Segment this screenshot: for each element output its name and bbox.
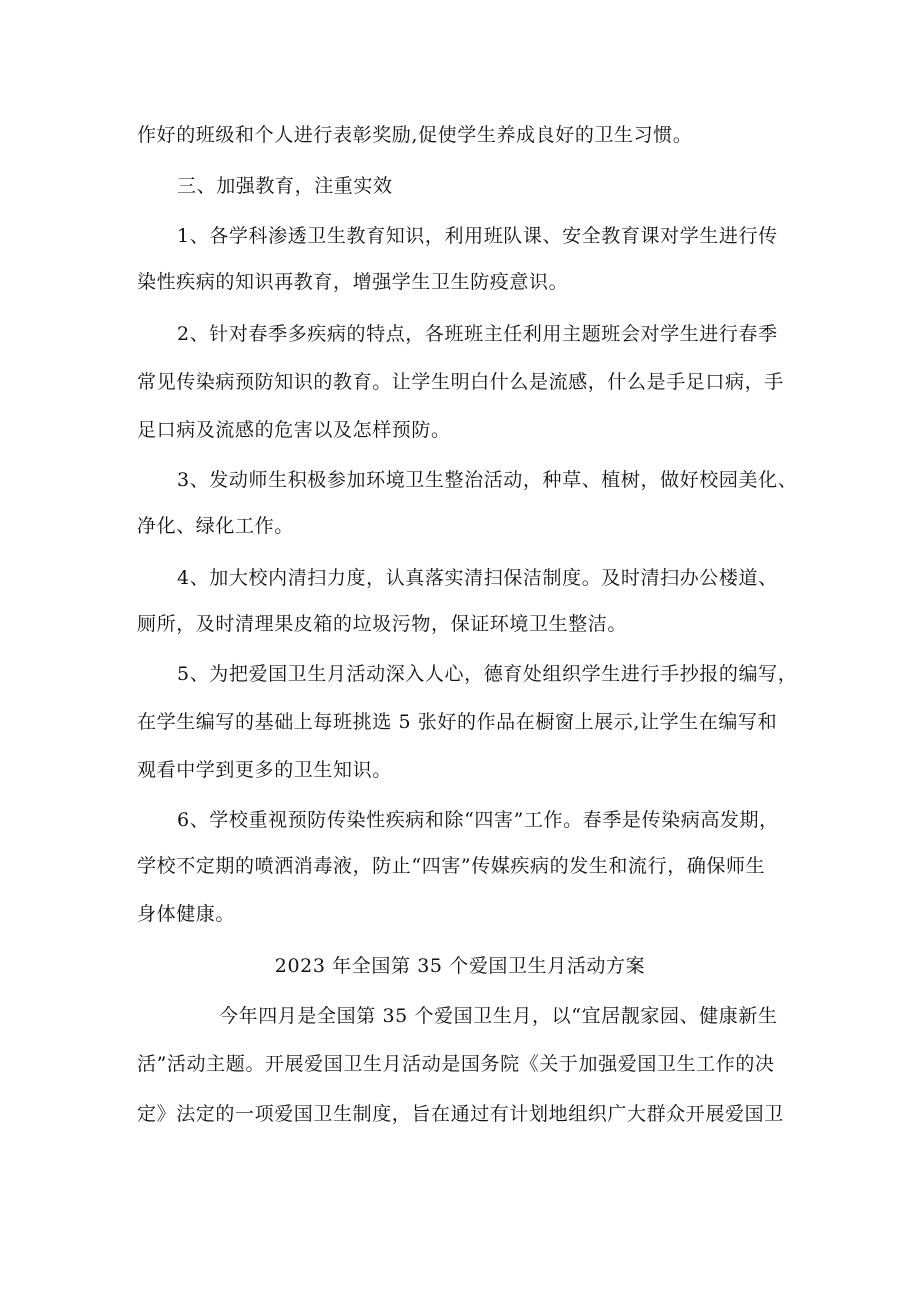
intro-paragraph-line: 活”活动主题。开展爱国卫生月活动是国务院《关于加强爱国卫生工作的决: [137, 1053, 775, 1075]
list-item-2-line: 2、针对春季多疾病的特点，各班班主任利用主题班会对学生进行春季: [177, 323, 778, 345]
list-item-4-line: 4、加大校内清扫力度，认真落实清扫保洁制度。及时清扫办公楼道、: [177, 567, 778, 589]
paragraph-line: 作好的班级和个人进行表彰奖励,促使学生养成良好的卫生习惯。: [137, 124, 693, 146]
list-item-1-line: 1、各学科渗透卫生教育知识，利用班队课、安全教育课对学生进行传: [177, 225, 778, 247]
list-item-3-line: 净化、绿化工作。: [137, 515, 294, 537]
section-heading: 三、加强教育，注重实效: [177, 175, 393, 197]
document-title: 2023 年全国第 35 个爱国卫生月活动方案: [274, 955, 646, 977]
list-item-4-line: 厕所，及时清理果皮箱的垃圾污物，保证环境卫生整洁。: [137, 613, 628, 635]
intro-paragraph-line: 定》法定的一项爱国卫生制度，旨在通过有计划地组织广大群众开展爱国卫: [137, 1103, 784, 1125]
intro-paragraph-line: 今年四月是全国第 35 个爱国卫生月，以“宜居靓家园、健康新生: [219, 1005, 778, 1027]
list-item-3-line: 3、发动师生积极参加环境卫生整治活动，种草、植树，做好校园美化、: [177, 469, 798, 491]
list-item-6-line: 6、学校重视预防传染性疾病和除“四害”工作。春季是传染病高发期，: [177, 809, 779, 831]
list-item-5-line: 观看中学到更多的卫生知识。: [137, 759, 392, 781]
list-item-5-line: 在学生编写的基础上每班挑选 5 张好的作品在橱窗上展示,让学生在编写和: [137, 711, 778, 733]
list-item-5-line: 5、为把爱国卫生月活动深入人心，德育处组织学生进行手抄报的编写，: [177, 663, 798, 685]
list-item-6-line: 身体健康。: [137, 903, 236, 925]
list-item-6-line: 学校不定期的喷洒消毒液，防止“四害”传媒疾病的发生和流行，确保师生: [137, 855, 766, 877]
list-item-1-line: 染性疾病的知识再教育，增强学生卫生防疫意识。: [137, 271, 569, 293]
list-item-2-line: 足口病及流感的危害以及怎样预防。: [137, 419, 451, 441]
list-item-2-line: 常见传染病预防知识的教育。让学生明白什么是流感，什么是手足口病，手: [137, 371, 784, 393]
